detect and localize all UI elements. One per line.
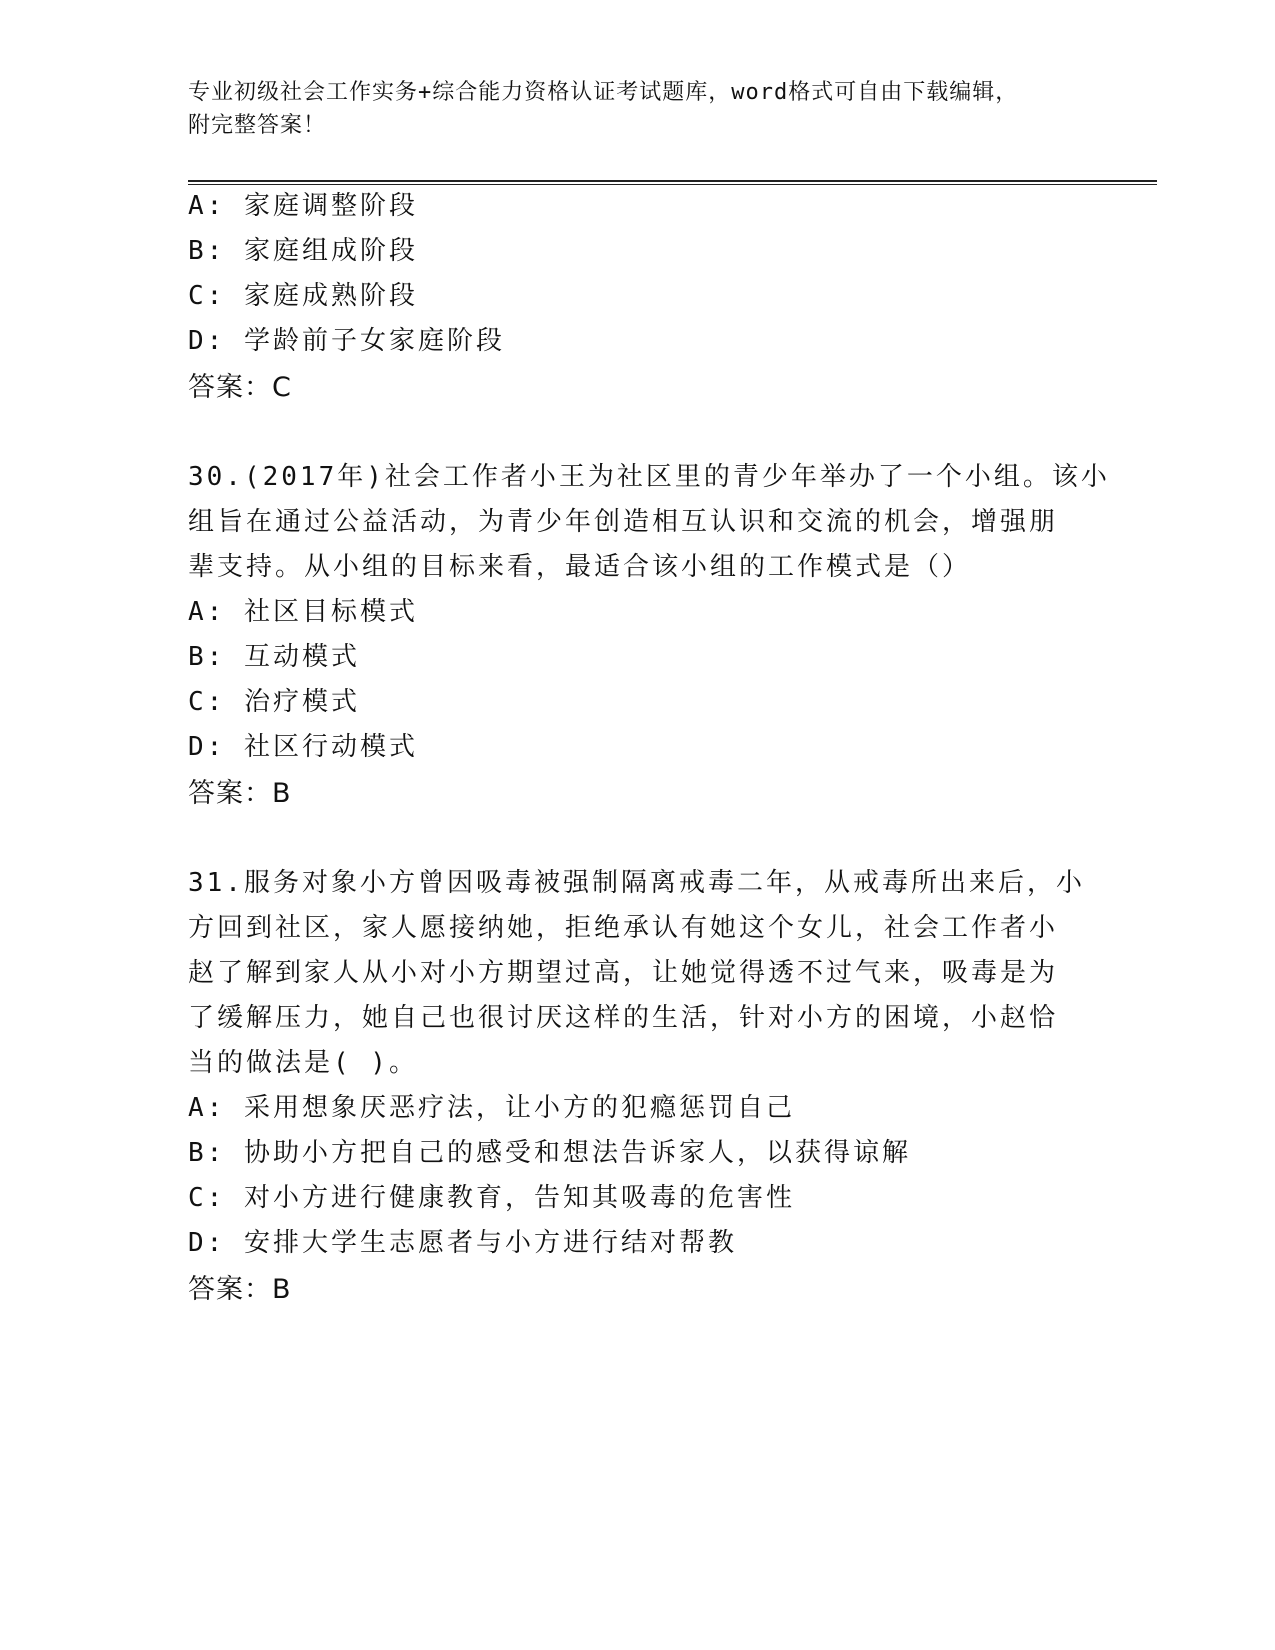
q30-option-a: A: 社区目标模式 (188, 597, 418, 627)
q31-option-d: D: 安排大学生志愿者与小方进行结对帮教 (188, 1228, 737, 1258)
q31-option-a: A: 采用想象厌恶疗法，让小方的犯瘾惩罚自己 (188, 1093, 795, 1123)
header-divider (188, 180, 1157, 185)
q31-stem-line-4: 了缓解压力，她自己也很讨厌这样的生活，针对小方的困境，小赵恰 (188, 1003, 1059, 1033)
q29-option-c: C: 家庭成熟阶段 (188, 281, 418, 311)
q31-stem-line-3: 赵了解到家人从小对小方期望过高，让她觉得透不过气来，吸毒是为 (188, 958, 1059, 988)
q29-option-d: D: 学龄前子女家庭阶段 (188, 326, 505, 356)
q30-stem-line-3: 辈支持。从小组的目标来看，最适合该小组的工作模式是（） (188, 552, 972, 582)
q31-stem-line-1: 31.服务对象小方曾因吸毒被强制隔离戒毒二年，从戒毒所出来后，小 (188, 868, 1085, 898)
q30-stem-line-2: 组旨在通过公益活动，为青少年创造相互认识和交流的机会，增强朋 (188, 507, 1059, 537)
q31-answer: 答案：B (188, 1274, 292, 1305)
q29-option-b: B: 家庭组成阶段 (188, 236, 418, 266)
q31-option-c: C: 对小方进行健康教育，告知其吸毒的危害性 (188, 1183, 795, 1213)
q30-option-d: D: 社区行动模式 (188, 732, 418, 762)
q31-option-b: B: 协助小方把自己的感受和想法告诉家人，以获得谅解 (188, 1138, 911, 1168)
q30-answer: 答案：B (188, 778, 292, 809)
header-line-1: 专业初级社会工作实务+综合能力资格认证考试题库，word格式可自由下载编辑， (188, 80, 1019, 105)
q30-option-b: B: 互动模式 (188, 642, 360, 672)
q31-stem-line-2: 方回到社区，家人愿接纳她，拒绝承认有她这个女儿，社会工作者小 (188, 913, 1059, 943)
q30-option-c: C: 治疗模式 (188, 687, 360, 717)
q29-option-a: A: 家庭调整阶段 (188, 191, 418, 221)
header-line-2: 附完整答案！ (188, 113, 327, 138)
q29-answer: 答案：C (188, 372, 292, 403)
q31-stem-line-5: 当的做法是( )。 (188, 1048, 418, 1078)
q30-stem-line-1: 30.(2017年)社会工作者小王为社区里的青少年举办了一个小组。该小 (188, 462, 1110, 492)
page-header (188, 76, 1088, 142)
